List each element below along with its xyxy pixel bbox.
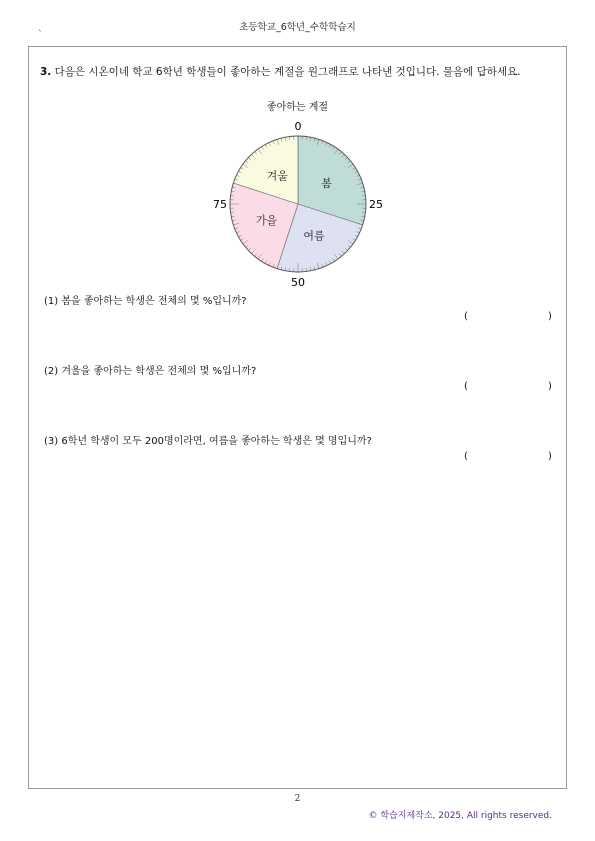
answer-1-paren-open: ( <box>464 311 468 322</box>
chart-title: 좋아하는 계절 <box>266 102 329 113</box>
pie-slice-label-3: 겨울 <box>266 169 288 183</box>
pie-chart <box>195 115 401 287</box>
pie-slices <box>230 136 366 272</box>
pie-slice-label-0: 봄 <box>321 177 332 191</box>
scale-label-75: 75 <box>213 198 227 211</box>
answer-1-blank[interactable] <box>472 311 544 323</box>
answer-2-blank[interactable] <box>472 381 544 393</box>
page-header-title: 초등학교_6학년_수학학습지 <box>239 22 356 33</box>
answer-2-paren-open: ( <box>464 381 468 392</box>
answer-3-paren-open: ( <box>464 451 468 462</box>
pie-slice-label-1: 여름 <box>303 229 325 243</box>
answer-3-blank[interactable] <box>472 451 544 463</box>
scale-label-0: 0 <box>294 120 302 133</box>
page-number: 2 <box>294 794 301 804</box>
copyright-notice: © 학습지제작소, 2025, All rights reserved. <box>368 811 552 821</box>
answer-2-paren-close: ) <box>548 381 552 392</box>
problem-number: 3. <box>40 66 52 78</box>
answer-3-paren-close: ) <box>548 451 552 462</box>
question-3: (3) 6학년 학생이 모두 200명이라면, 여름을 좋아하는 학생은 몇 명입니까? <box>44 436 372 447</box>
answer-1-paren-close: ) <box>548 311 552 322</box>
pie-slice-label-2: 가을 <box>255 214 278 228</box>
scale-label-25: 25 <box>369 198 383 211</box>
problem-statement <box>40 64 521 79</box>
question-2: (2) 겨울을 좋아하는 학생은 전체의 몇 %입니까? <box>44 366 257 377</box>
question-1: (1) 봄을 좋아하는 학생은 전체의 몇 %입니까? <box>44 296 247 307</box>
problem-text: 다음은 시온이네 학교 6학년 학생들이 좋아하는 계절을 원그래프로 나타낸 것입니다. 물음에 답하세요. <box>51 66 521 78</box>
scale-label-50: 50 <box>291 276 305 287</box>
header-mark: ` <box>38 30 43 40</box>
